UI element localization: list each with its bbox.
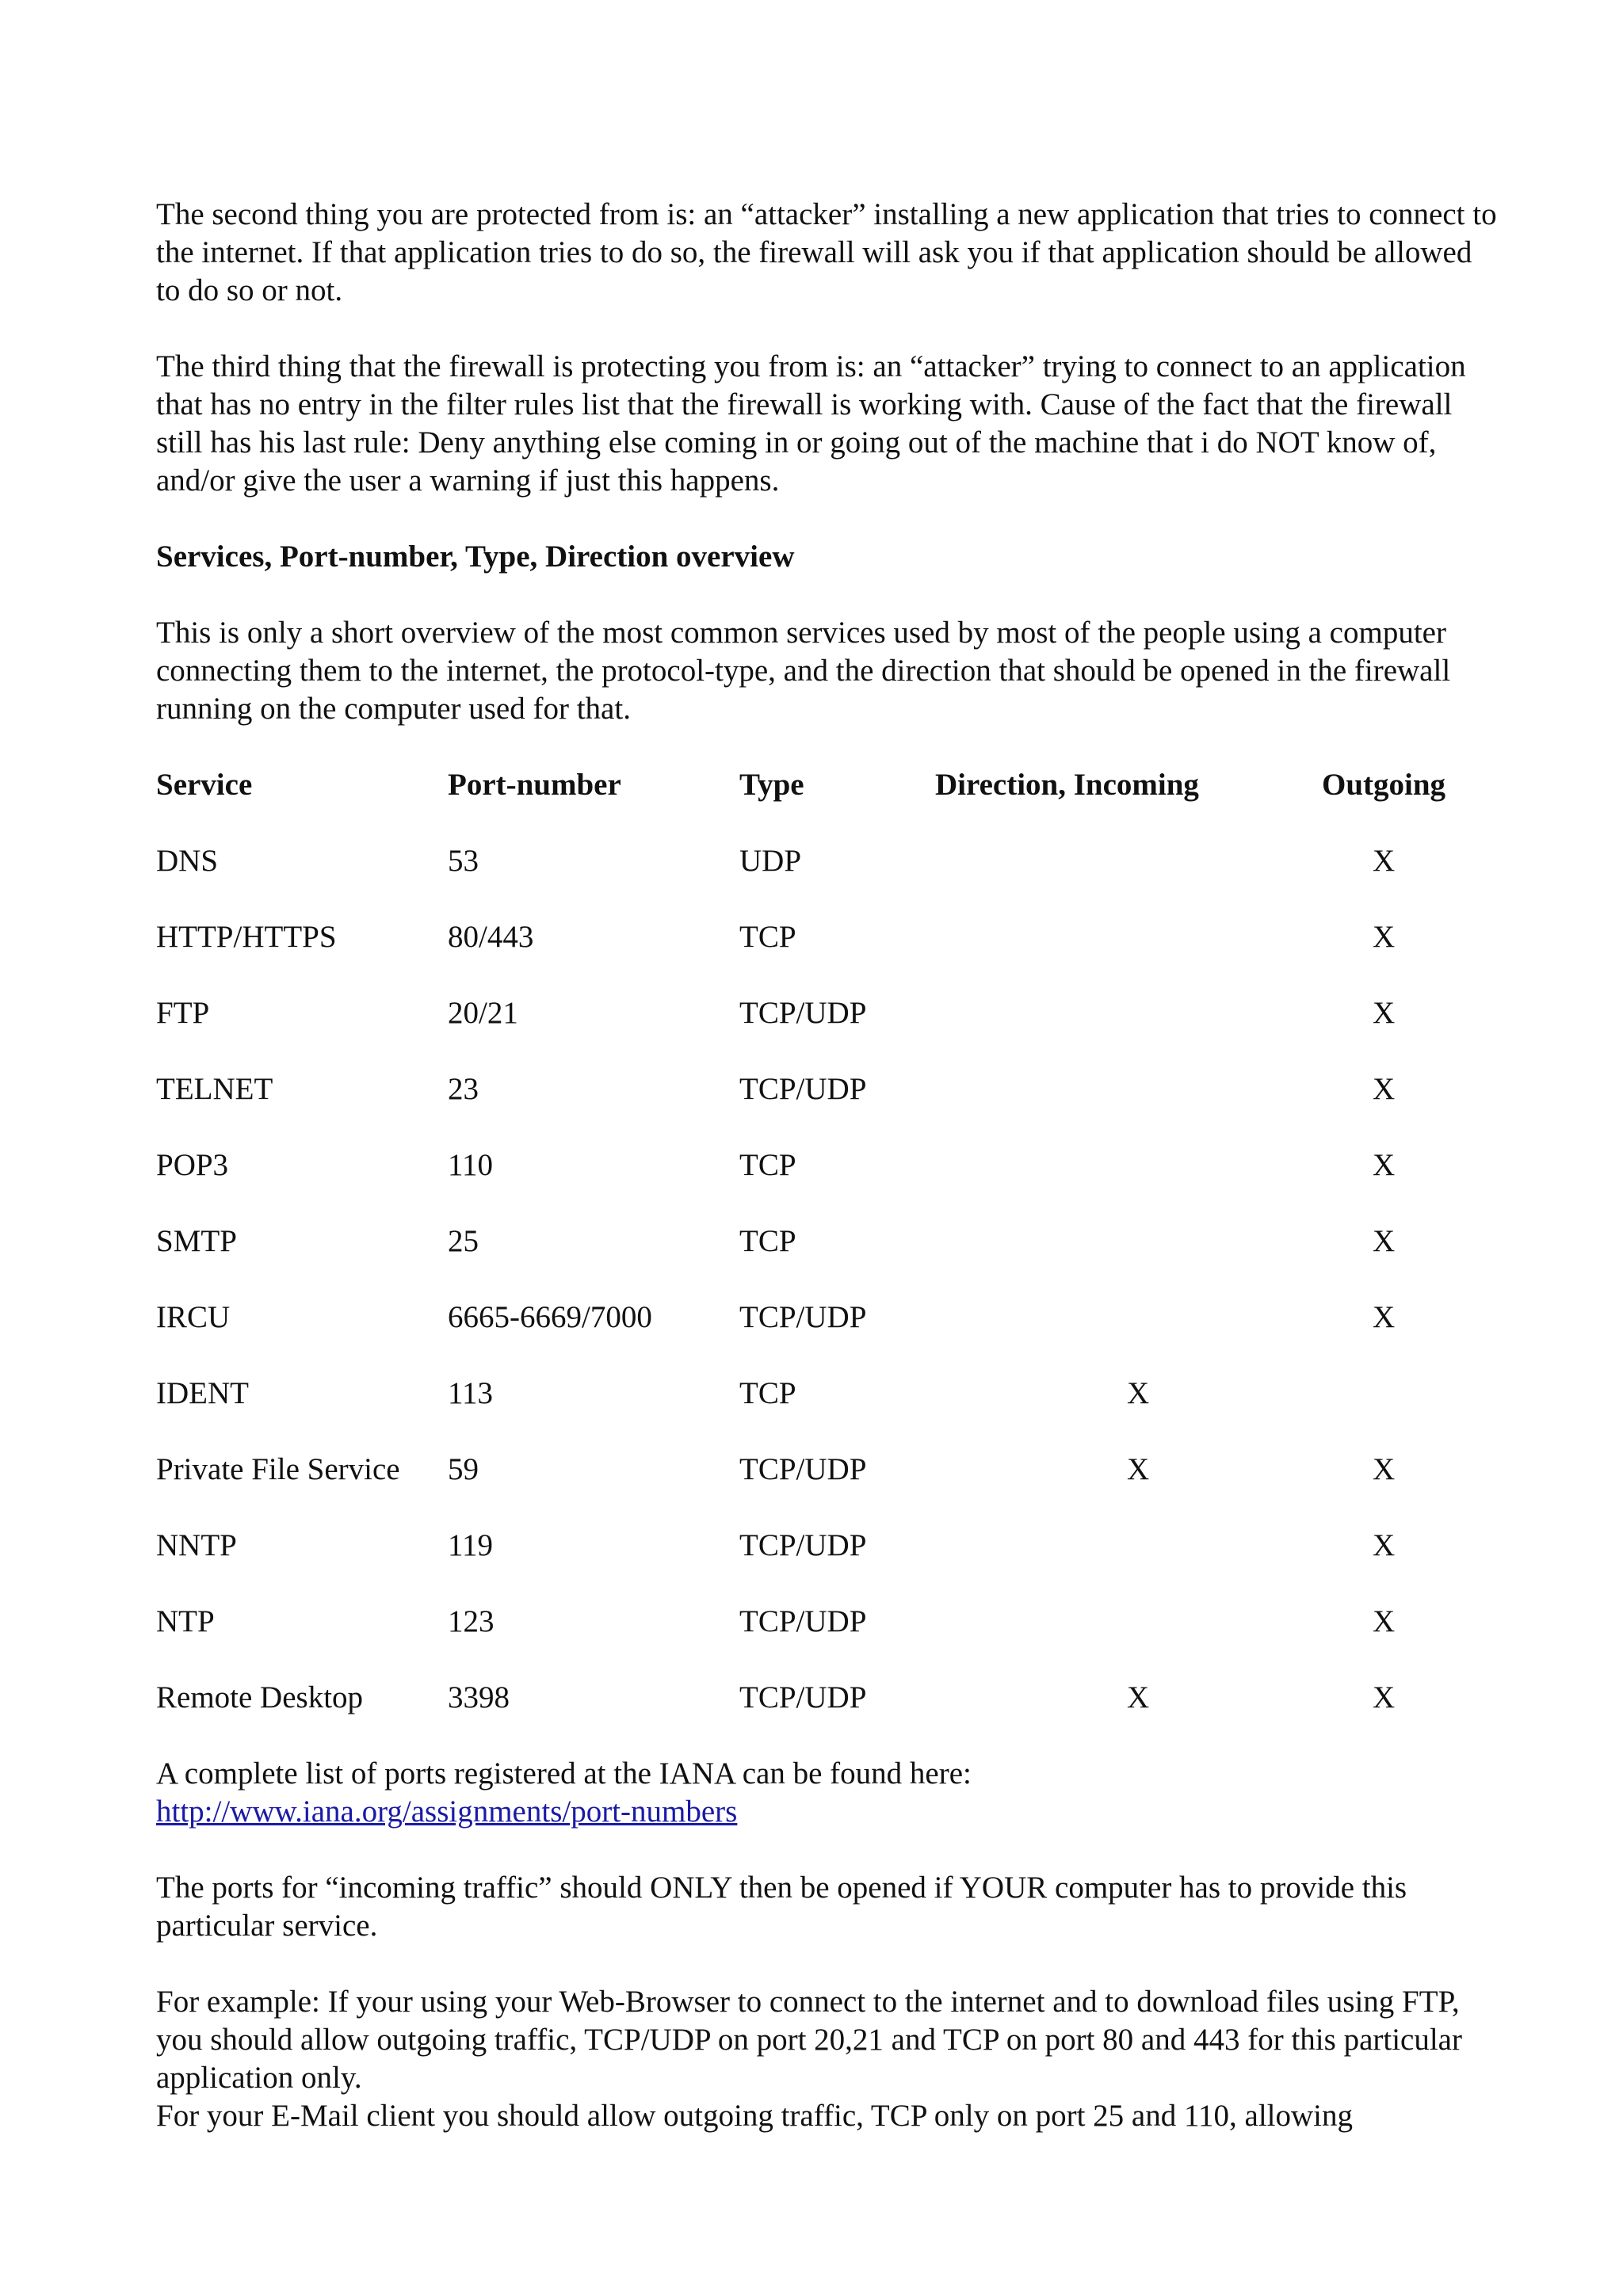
row-incoming-mark: X	[1127, 1680, 1150, 1714]
row-outgoing-mark: X	[1373, 1528, 1396, 1562]
iana-link[interactable]: http://www.iana.org/assignments/port-numbers	[156, 1794, 738, 1829]
row-type: TCP	[739, 920, 796, 954]
paragraph-email-example: For your E-Mail client you should allow outgoing traffic, TCP only on port 25 and 110, allowing	[156, 2099, 1354, 2133]
header-type: Type	[739, 768, 804, 802]
row-type: TCP	[739, 1224, 796, 1258]
row-outgoing-mark: X	[1373, 1452, 1396, 1486]
row-service: SMTP	[156, 1224, 237, 1258]
row-service: IDENT	[156, 1376, 249, 1410]
header-port-number: Port-number	[448, 768, 621, 802]
paragraph-filter-rules: The third thing that the firewall is protecting you from is: an “attacker” trying to connect to an application that has no entry in the filter rules list that the firewall is working with. Cause of the fact that the firewall still has his last rule: Deny anything else coming in or going out of the machine that i do NOT know of, and/or give the user a warning if just this happens.	[156, 349, 1466, 498]
row-port-number: 80/443	[448, 920, 534, 954]
row-service: POP3	[156, 1148, 229, 1182]
section-heading: Services, Port-number, Type, Direction overview	[156, 540, 795, 574]
row-service: HTTP/HTTPS	[156, 920, 337, 954]
row-service: FTP	[156, 996, 210, 1030]
row-type: UDP	[739, 844, 802, 878]
row-outgoing-mark: X	[1373, 920, 1396, 954]
header-service: Service	[156, 768, 253, 802]
row-service: DNS	[156, 844, 219, 878]
row-port-number: 20/21	[448, 996, 518, 1030]
paragraph-browser-example: For example: If your using your Web-Browser to connect to the internet and to download files using FTP, you should allow outgoing traffic, TCP/UDP on port 20,21 and TCP on port 80 and 443 for this particular application only.	[156, 1985, 1462, 2095]
paragraph-application-protection: The second thing you are protected from is: an “attacker” installing a new application that tries to connect to the internet. If that application tries to do so, the firewall will ask you if that application should be allowed to do so or not.	[156, 197, 1497, 307]
row-type: TCP/UDP	[739, 1528, 867, 1562]
iana-text: A complete list of ports registered at the IANA can be found here:	[156, 1756, 972, 1791]
row-port-number: 25	[448, 1224, 479, 1258]
row-port-number: 59	[448, 1452, 479, 1486]
row-type: TCP/UDP	[739, 1604, 867, 1638]
row-service: Private File Service	[156, 1452, 400, 1486]
row-outgoing-mark: X	[1373, 1680, 1396, 1714]
row-outgoing-mark: X	[1373, 1300, 1396, 1334]
row-outgoing-mark: X	[1373, 1224, 1396, 1258]
row-type: TCP/UDP	[739, 1452, 867, 1486]
paragraph-overview-intro: This is only a short overview of the most common services used by most of the people using a computer connecting them to the internet, the protocol-type, and the direction that should be opened in the firewall running on the computer used for that.	[156, 616, 1451, 726]
row-port-number: 53	[448, 844, 479, 878]
row-type: TCP	[739, 1148, 796, 1182]
paragraph-incoming-traffic: The ports for “incoming traffic” should ONLY then be opened if YOUR computer has to provide this particular service.	[156, 1871, 1407, 1943]
row-type: TCP/UDP	[739, 1680, 867, 1714]
row-outgoing-mark: X	[1373, 1072, 1396, 1106]
paragraph-iana	[156, 1755, 1503, 1831]
row-port-number: 119	[448, 1528, 494, 1562]
row-type: TCP/UDP	[739, 1072, 867, 1106]
row-outgoing-mark: X	[1373, 996, 1396, 1030]
row-port-number: 113	[448, 1376, 494, 1410]
row-type: TCP/UDP	[739, 1300, 867, 1334]
row-incoming-mark: X	[1127, 1452, 1150, 1486]
row-service: IRCU	[156, 1300, 231, 1334]
row-port-number: 123	[448, 1604, 495, 1638]
row-incoming-mark: X	[1127, 1376, 1150, 1410]
header-outgoing: Outgoing	[1322, 768, 1446, 802]
row-outgoing-mark: X	[1373, 1604, 1396, 1638]
row-outgoing-mark: X	[1373, 844, 1396, 878]
row-type: TCP/UDP	[739, 996, 867, 1030]
header-direction-incoming: Direction, Incoming	[935, 768, 1199, 802]
row-type: TCP	[739, 1376, 796, 1410]
row-port-number: 3398	[448, 1680, 510, 1714]
row-port-number: 110	[448, 1148, 494, 1182]
row-port-number: 6665-6669/7000	[448, 1300, 652, 1334]
row-service: Remote Desktop	[156, 1680, 364, 1714]
row-service: NNTP	[156, 1528, 237, 1562]
row-outgoing-mark: X	[1373, 1148, 1396, 1182]
row-service: TELNET	[156, 1072, 273, 1106]
row-port-number: 23	[448, 1072, 479, 1106]
row-service: NTP	[156, 1604, 215, 1638]
